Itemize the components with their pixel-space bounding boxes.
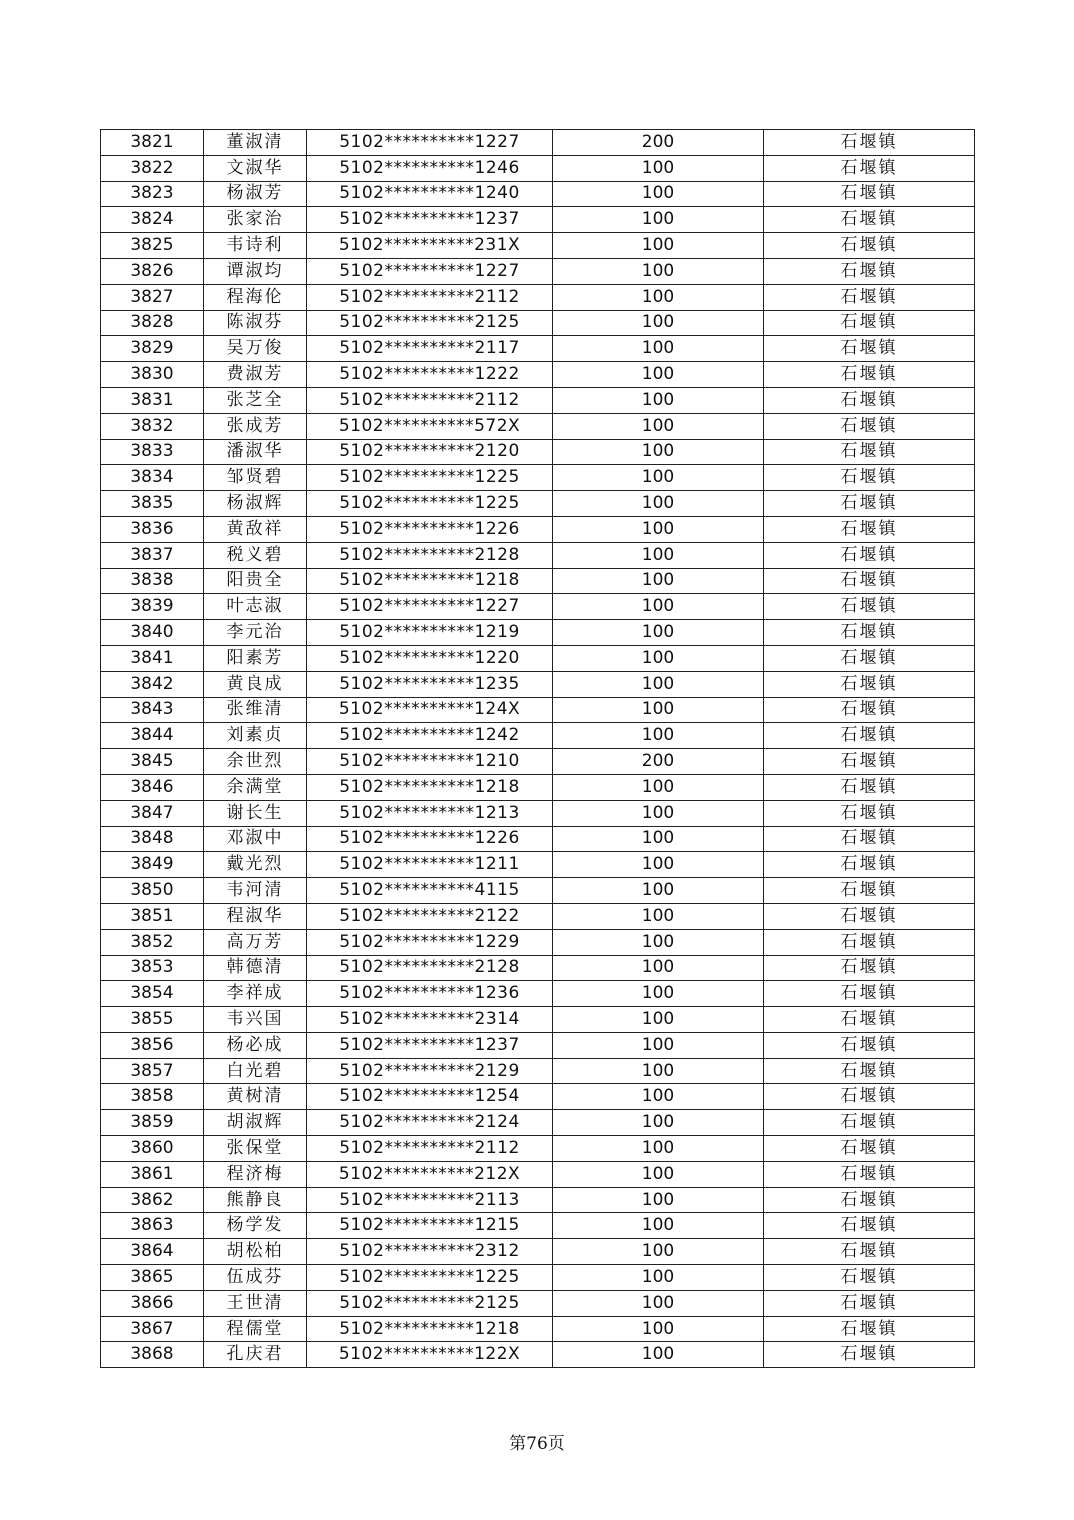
town-name: 石堰镇	[764, 981, 975, 1007]
person-name: 杨淑芳	[204, 181, 307, 207]
id-number: 5102**********572X	[307, 413, 553, 439]
id-number: 5102**********1225	[307, 1265, 553, 1291]
table-row	[101, 1058, 975, 1084]
person-name: 黄敌祥	[204, 516, 307, 542]
amount: 100	[553, 903, 764, 929]
table-row	[101, 1187, 975, 1213]
row-number: 3847	[101, 800, 204, 826]
id-number: 5102**********1237	[307, 207, 553, 233]
id-number: 5102**********1227	[307, 258, 553, 284]
roster-body	[101, 130, 975, 1368]
id-number: 5102**********1219	[307, 620, 553, 646]
row-number: 3856	[101, 1032, 204, 1058]
amount: 100	[553, 800, 764, 826]
row-number: 3839	[101, 594, 204, 620]
town-name: 石堰镇	[764, 1265, 975, 1291]
row-number: 3851	[101, 903, 204, 929]
row-number: 3862	[101, 1187, 204, 1213]
amount: 100	[553, 955, 764, 981]
id-number: 5102**********1227	[307, 130, 553, 156]
row-number: 3854	[101, 981, 204, 1007]
person-name: 韦诗利	[204, 233, 307, 259]
roster-table	[100, 129, 975, 1368]
amount: 100	[553, 1110, 764, 1136]
person-name: 熊静良	[204, 1187, 307, 1213]
town-name: 石堰镇	[764, 1161, 975, 1187]
table-row	[101, 878, 975, 904]
person-name: 戴光烈	[204, 852, 307, 878]
id-number: 5102**********2112	[307, 1136, 553, 1162]
id-number: 5102**********1225	[307, 491, 553, 517]
town-name: 石堰镇	[764, 181, 975, 207]
person-name: 韦河清	[204, 878, 307, 904]
amount: 100	[553, 852, 764, 878]
amount: 100	[553, 878, 764, 904]
person-name: 伍成芬	[204, 1265, 307, 1291]
id-number: 5102**********1213	[307, 800, 553, 826]
amount: 100	[553, 594, 764, 620]
town-name: 石堰镇	[764, 1239, 975, 1265]
table-row	[101, 749, 975, 775]
town-name: 石堰镇	[764, 594, 975, 620]
person-name: 韩德清	[204, 955, 307, 981]
amount: 200	[553, 749, 764, 775]
id-number: 5102**********1246	[307, 155, 553, 181]
row-number: 3821	[101, 130, 204, 156]
town-name: 石堰镇	[764, 1110, 975, 1136]
id-number: 5102**********2314	[307, 1007, 553, 1033]
table-row	[101, 207, 975, 233]
id-number: 5102**********1218	[307, 568, 553, 594]
amount: 100	[553, 1007, 764, 1033]
town-name: 石堰镇	[764, 620, 975, 646]
town-name: 石堰镇	[764, 749, 975, 775]
table-row	[101, 1161, 975, 1187]
amount: 100	[553, 1342, 764, 1368]
person-name: 杨淑辉	[204, 491, 307, 517]
row-number: 3841	[101, 645, 204, 671]
table-row	[101, 284, 975, 310]
id-number: 5102**********1210	[307, 749, 553, 775]
amount: 100	[553, 465, 764, 491]
row-number: 3835	[101, 491, 204, 517]
row-number: 3830	[101, 362, 204, 388]
row-number: 3849	[101, 852, 204, 878]
person-name: 邹贤碧	[204, 465, 307, 491]
amount: 100	[553, 387, 764, 413]
town-name: 石堰镇	[764, 413, 975, 439]
town-name: 石堰镇	[764, 878, 975, 904]
person-name: 陈淑芬	[204, 310, 307, 336]
row-number: 3866	[101, 1290, 204, 1316]
row-number: 3840	[101, 620, 204, 646]
town-name: 石堰镇	[764, 1290, 975, 1316]
id-number: 5102**********2128	[307, 542, 553, 568]
table-row	[101, 516, 975, 542]
row-number: 3833	[101, 439, 204, 465]
table-row	[101, 852, 975, 878]
person-name: 潘淑华	[204, 439, 307, 465]
amount: 100	[553, 1161, 764, 1187]
amount: 100	[553, 310, 764, 336]
town-name: 石堰镇	[764, 465, 975, 491]
row-number: 3836	[101, 516, 204, 542]
amount: 100	[553, 697, 764, 723]
town-name: 石堰镇	[764, 929, 975, 955]
amount: 100	[553, 1316, 764, 1342]
person-name: 程淑华	[204, 903, 307, 929]
person-name: 邓淑中	[204, 826, 307, 852]
amount: 100	[553, 1213, 764, 1239]
row-number: 3845	[101, 749, 204, 775]
id-number: 5102**********2112	[307, 284, 553, 310]
amount: 100	[553, 362, 764, 388]
table-row	[101, 491, 975, 517]
person-name: 李祥成	[204, 981, 307, 1007]
town-name: 石堰镇	[764, 1213, 975, 1239]
person-name: 韦兴国	[204, 1007, 307, 1033]
table-row	[101, 542, 975, 568]
id-number: 5102**********212X	[307, 1161, 553, 1187]
amount: 100	[553, 826, 764, 852]
amount: 100	[553, 620, 764, 646]
id-number: 5102**********1218	[307, 774, 553, 800]
person-name: 高万芳	[204, 929, 307, 955]
row-number: 3864	[101, 1239, 204, 1265]
person-name: 杨必成	[204, 1032, 307, 1058]
table-row	[101, 1213, 975, 1239]
id-number: 5102**********124X	[307, 697, 553, 723]
row-number: 3867	[101, 1316, 204, 1342]
id-number: 5102**********1218	[307, 1316, 553, 1342]
person-name: 张维清	[204, 697, 307, 723]
row-number: 3843	[101, 697, 204, 723]
town-name: 石堰镇	[764, 645, 975, 671]
table-row	[101, 1342, 975, 1368]
row-number: 3842	[101, 671, 204, 697]
id-number: 5102**********231X	[307, 233, 553, 259]
town-name: 石堰镇	[764, 955, 975, 981]
row-number: 3865	[101, 1265, 204, 1291]
id-number: 5102**********1222	[307, 362, 553, 388]
person-name: 费淑芳	[204, 362, 307, 388]
table-row	[101, 826, 975, 852]
amount: 100	[553, 568, 764, 594]
table-row	[101, 723, 975, 749]
amount: 100	[553, 1058, 764, 1084]
row-number: 3829	[101, 336, 204, 362]
town-name: 石堰镇	[764, 258, 975, 284]
town-name: 石堰镇	[764, 491, 975, 517]
town-name: 石堰镇	[764, 336, 975, 362]
town-name: 石堰镇	[764, 387, 975, 413]
town-name: 石堰镇	[764, 903, 975, 929]
person-name: 孔庆君	[204, 1342, 307, 1368]
id-number: 5102**********2129	[307, 1058, 553, 1084]
amount: 200	[553, 130, 764, 156]
person-name: 胡淑辉	[204, 1110, 307, 1136]
amount: 100	[553, 181, 764, 207]
row-number: 3846	[101, 774, 204, 800]
town-name: 石堰镇	[764, 723, 975, 749]
table-row	[101, 181, 975, 207]
row-number: 3824	[101, 207, 204, 233]
id-number: 5102**********2125	[307, 310, 553, 336]
town-name: 石堰镇	[764, 310, 975, 336]
table-row	[101, 800, 975, 826]
town-name: 石堰镇	[764, 1032, 975, 1058]
id-number: 5102**********1235	[307, 671, 553, 697]
table-row	[101, 465, 975, 491]
id-number: 5102**********2113	[307, 1187, 553, 1213]
id-number: 5102**********2117	[307, 336, 553, 362]
person-name: 张家治	[204, 207, 307, 233]
table-row	[101, 1290, 975, 1316]
row-number: 3863	[101, 1213, 204, 1239]
table-row	[101, 620, 975, 646]
town-name: 石堰镇	[764, 568, 975, 594]
row-number: 3861	[101, 1161, 204, 1187]
id-number: 5102**********1215	[307, 1213, 553, 1239]
town-name: 石堰镇	[764, 207, 975, 233]
town-name: 石堰镇	[764, 800, 975, 826]
person-name: 胡松柏	[204, 1239, 307, 1265]
person-name: 张保堂	[204, 1136, 307, 1162]
row-number: 3868	[101, 1342, 204, 1368]
person-name: 谢长生	[204, 800, 307, 826]
row-number: 3828	[101, 310, 204, 336]
row-number: 3848	[101, 826, 204, 852]
id-number: 5102**********2120	[307, 439, 553, 465]
row-number: 3838	[101, 568, 204, 594]
person-name: 张成芳	[204, 413, 307, 439]
amount: 100	[553, 207, 764, 233]
amount: 100	[553, 981, 764, 1007]
person-name: 黄树清	[204, 1084, 307, 1110]
town-name: 石堰镇	[764, 1058, 975, 1084]
table-row	[101, 981, 975, 1007]
table-row	[101, 1265, 975, 1291]
id-number: 5102**********2125	[307, 1290, 553, 1316]
amount: 100	[553, 1032, 764, 1058]
row-number: 3837	[101, 542, 204, 568]
table-row	[101, 1084, 975, 1110]
table-row	[101, 1110, 975, 1136]
table-row	[101, 413, 975, 439]
id-number: 5102**********1227	[307, 594, 553, 620]
table-row	[101, 1239, 975, 1265]
row-number: 3825	[101, 233, 204, 259]
id-number: 5102**********1236	[307, 981, 553, 1007]
id-number: 5102**********2124	[307, 1110, 553, 1136]
table-row	[101, 439, 975, 465]
town-name: 石堰镇	[764, 852, 975, 878]
id-number: 5102**********2122	[307, 903, 553, 929]
town-name: 石堰镇	[764, 826, 975, 852]
town-name: 石堰镇	[764, 671, 975, 697]
row-number: 3860	[101, 1136, 204, 1162]
table-row	[101, 774, 975, 800]
person-name: 阳贵全	[204, 568, 307, 594]
table-row	[101, 697, 975, 723]
person-name: 程海伦	[204, 284, 307, 310]
person-name: 程济梅	[204, 1161, 307, 1187]
person-name: 谭淑均	[204, 258, 307, 284]
town-name: 石堰镇	[764, 362, 975, 388]
person-name: 刘素贞	[204, 723, 307, 749]
id-number: 5102**********1225	[307, 465, 553, 491]
id-number: 5102**********122X	[307, 1342, 553, 1368]
row-number: 3831	[101, 387, 204, 413]
row-number: 3832	[101, 413, 204, 439]
person-name: 吴万俊	[204, 336, 307, 362]
id-number: 5102**********1211	[307, 852, 553, 878]
town-name: 石堰镇	[764, 516, 975, 542]
amount: 100	[553, 1187, 764, 1213]
person-name: 张芝全	[204, 387, 307, 413]
town-name: 石堰镇	[764, 1316, 975, 1342]
town-name: 石堰镇	[764, 233, 975, 259]
page-number: 第76页	[509, 1434, 565, 1454]
table-row	[101, 645, 975, 671]
town-name: 石堰镇	[764, 1084, 975, 1110]
table-row	[101, 1316, 975, 1342]
amount: 100	[553, 439, 764, 465]
row-number: 3857	[101, 1058, 204, 1084]
id-number: 5102**********1220	[307, 645, 553, 671]
person-name: 董淑清	[204, 130, 307, 156]
table-row	[101, 233, 975, 259]
person-name: 王世清	[204, 1290, 307, 1316]
id-number: 5102**********2312	[307, 1239, 553, 1265]
town-name: 石堰镇	[764, 774, 975, 800]
id-number: 5102**********1237	[307, 1032, 553, 1058]
amount: 100	[553, 336, 764, 362]
row-number: 3844	[101, 723, 204, 749]
row-number: 3855	[101, 1007, 204, 1033]
person-name: 李元治	[204, 620, 307, 646]
id-number: 5102**********1229	[307, 929, 553, 955]
table-row	[101, 130, 975, 156]
row-number: 3834	[101, 465, 204, 491]
amount: 100	[553, 645, 764, 671]
amount: 100	[553, 929, 764, 955]
town-name: 石堰镇	[764, 155, 975, 181]
table-row	[101, 594, 975, 620]
town-name: 石堰镇	[764, 439, 975, 465]
town-name: 石堰镇	[764, 284, 975, 310]
table-row	[101, 671, 975, 697]
table-row	[101, 258, 975, 284]
amount: 100	[553, 516, 764, 542]
person-name: 白光碧	[204, 1058, 307, 1084]
town-name: 石堰镇	[764, 1136, 975, 1162]
id-number: 5102**********1226	[307, 826, 553, 852]
person-name: 余世烈	[204, 749, 307, 775]
amount: 100	[553, 774, 764, 800]
amount: 100	[553, 1265, 764, 1291]
town-name: 石堰镇	[764, 697, 975, 723]
amount: 100	[553, 233, 764, 259]
row-number: 3859	[101, 1110, 204, 1136]
town-name: 石堰镇	[764, 542, 975, 568]
id-number: 5102**********1254	[307, 1084, 553, 1110]
row-number: 3852	[101, 929, 204, 955]
id-number: 5102**********1242	[307, 723, 553, 749]
table-row	[101, 955, 975, 981]
table-row	[101, 362, 975, 388]
id-number: 5102**********1240	[307, 181, 553, 207]
town-name: 石堰镇	[764, 130, 975, 156]
id-number: 5102**********2128	[307, 955, 553, 981]
table-row	[101, 929, 975, 955]
table-row	[101, 387, 975, 413]
table-row	[101, 568, 975, 594]
amount: 100	[553, 671, 764, 697]
id-number: 5102**********2112	[307, 387, 553, 413]
row-number: 3853	[101, 955, 204, 981]
town-name: 石堰镇	[764, 1342, 975, 1368]
person-name: 税义碧	[204, 542, 307, 568]
row-number: 3850	[101, 878, 204, 904]
row-number: 3826	[101, 258, 204, 284]
table-row	[101, 310, 975, 336]
amount: 100	[553, 258, 764, 284]
town-name: 石堰镇	[764, 1007, 975, 1033]
row-number: 3822	[101, 155, 204, 181]
table-row	[101, 1032, 975, 1058]
table-row	[101, 1007, 975, 1033]
amount: 100	[553, 1290, 764, 1316]
amount: 100	[553, 284, 764, 310]
person-name: 程儒堂	[204, 1316, 307, 1342]
amount: 100	[553, 1084, 764, 1110]
amount: 100	[553, 723, 764, 749]
id-number: 5102**********4115	[307, 878, 553, 904]
person-name: 黄良成	[204, 671, 307, 697]
id-number: 5102**********1226	[307, 516, 553, 542]
person-name: 叶志淑	[204, 594, 307, 620]
table-row	[101, 155, 975, 181]
amount: 100	[553, 413, 764, 439]
amount: 100	[553, 155, 764, 181]
person-name: 文淑华	[204, 155, 307, 181]
person-name: 杨学发	[204, 1213, 307, 1239]
row-number: 3823	[101, 181, 204, 207]
amount: 100	[553, 1239, 764, 1265]
person-name: 阳素芳	[204, 645, 307, 671]
person-name: 余满堂	[204, 774, 307, 800]
amount: 100	[553, 491, 764, 517]
table-row	[101, 903, 975, 929]
row-number: 3858	[101, 1084, 204, 1110]
table-row	[101, 1136, 975, 1162]
row-number: 3827	[101, 284, 204, 310]
table-row	[101, 336, 975, 362]
town-name: 石堰镇	[764, 1187, 975, 1213]
amount: 100	[553, 542, 764, 568]
amount: 100	[553, 1136, 764, 1162]
